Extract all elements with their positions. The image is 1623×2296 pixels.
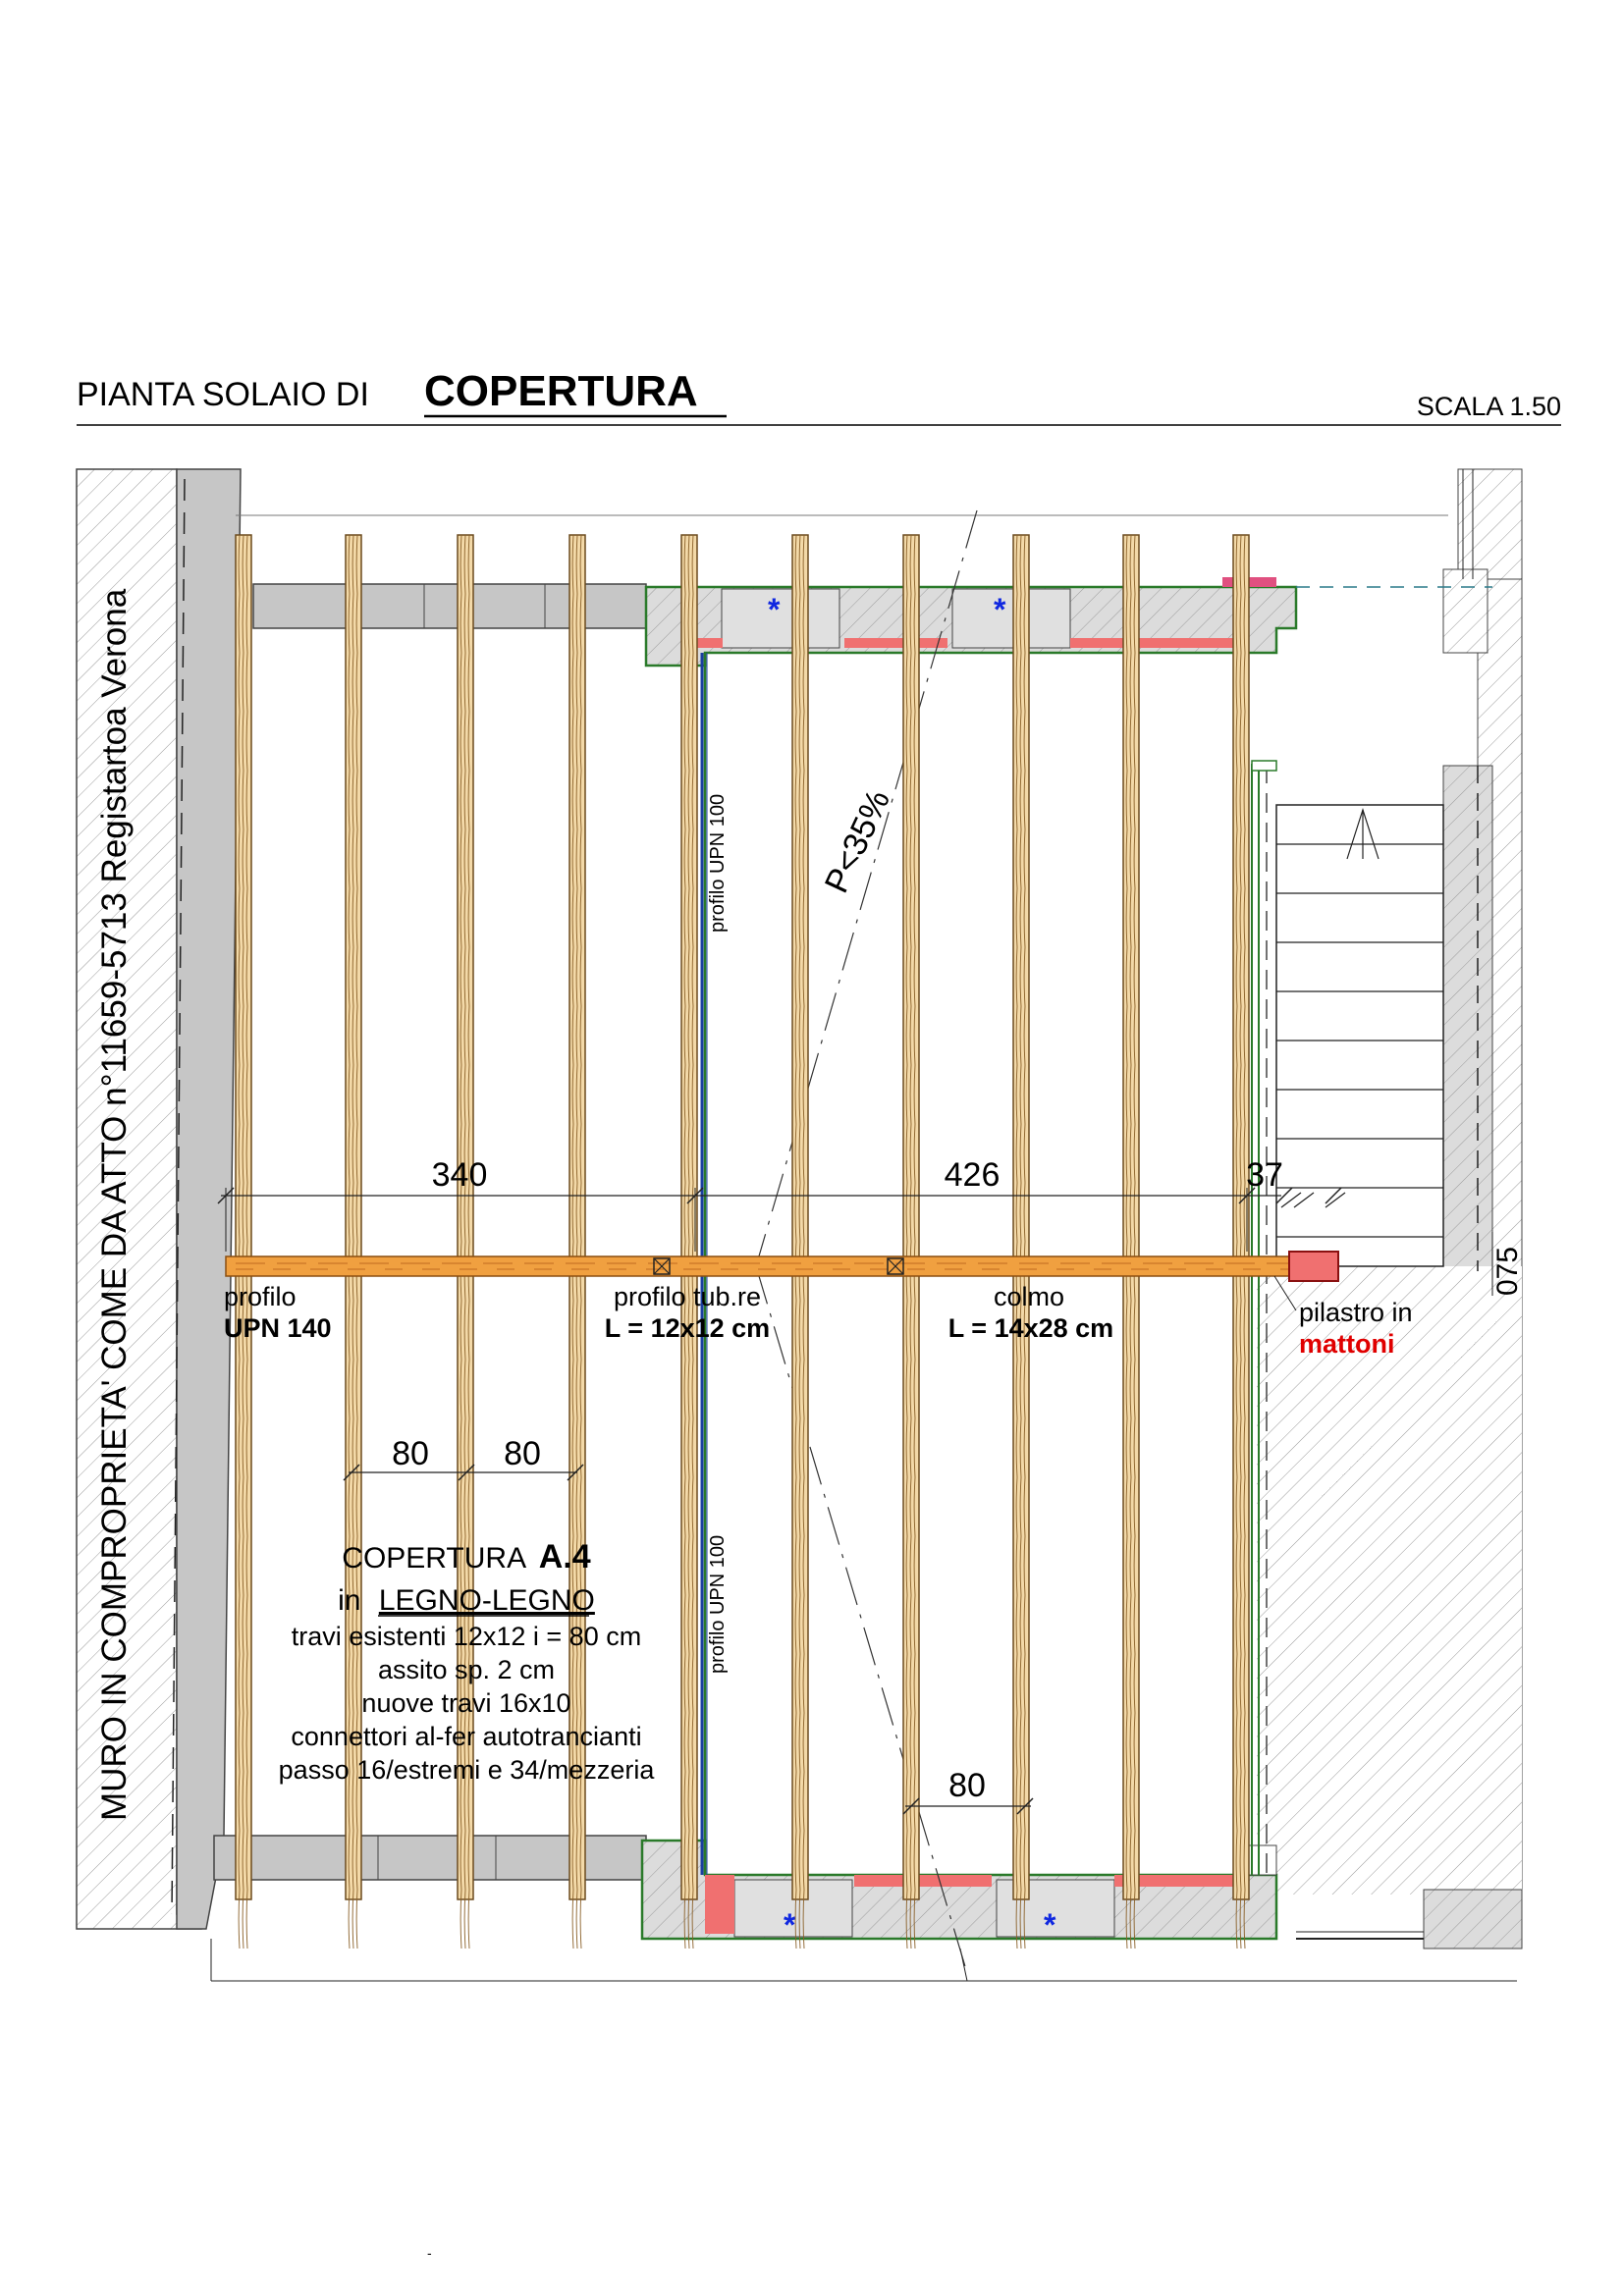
dim-span-left: 340 bbox=[431, 1156, 488, 1194]
spec-line2-prefix: in bbox=[338, 1584, 361, 1617]
dim-spacing-1: 80 bbox=[392, 1435, 429, 1472]
spec-title-code: A.4 bbox=[538, 1538, 591, 1575]
spec-title bbox=[342, 1538, 591, 1575]
rafter-beam bbox=[1013, 535, 1029, 1949]
spec-line5: nuove travi 16x10 bbox=[361, 1688, 571, 1718]
spec-line3: travi esistenti 12x12 i = 80 cm bbox=[291, 1622, 642, 1651]
spec-line2 bbox=[338, 1584, 595, 1617]
hip-lines bbox=[756, 510, 977, 1973]
dim-spacing-3: 80 bbox=[948, 1767, 986, 1804]
pilastro-label-2: mattoni bbox=[1299, 1329, 1395, 1359]
upn100-label-bottom: profilo UPN 100 bbox=[707, 1534, 729, 1674]
ridge-beam bbox=[226, 1252, 1338, 1281]
scale-label: SCALA 1.50 bbox=[1416, 392, 1561, 421]
dimension-main bbox=[218, 1188, 1341, 1252]
colmo-label-2: L = 14x28 cm bbox=[947, 1313, 1114, 1343]
rafter-beam bbox=[1123, 535, 1139, 1949]
rafter-beam bbox=[792, 535, 808, 1949]
dim-edge-partial: 075 bbox=[1491, 1246, 1524, 1296]
rafter-beam bbox=[903, 535, 919, 1949]
header bbox=[77, 367, 1561, 425]
upn100-label-top: profilo UPN 100 bbox=[707, 793, 729, 933]
dim-span-right: 426 bbox=[944, 1156, 1001, 1194]
asterisk-top-1: * bbox=[768, 592, 781, 627]
slope-label: P<35% bbox=[817, 784, 897, 899]
dim-spacing-2: 80 bbox=[504, 1435, 541, 1472]
top-wall bbox=[236, 515, 1492, 666]
title-prefix: PIANTA SOLAIO DI bbox=[77, 376, 369, 413]
footer-mark: - bbox=[427, 2245, 432, 2261]
stair bbox=[1276, 805, 1443, 1266]
tubre-label-2: L = 12x12 cm bbox=[604, 1313, 771, 1343]
title-main: COPERTURA bbox=[424, 367, 698, 415]
upn140-label-1: profilo bbox=[224, 1282, 297, 1311]
dim-span-edge: 37 bbox=[1246, 1156, 1283, 1194]
upn140-label-2: UPN 140 bbox=[224, 1313, 332, 1343]
spec-line2-material: LEGNO-LEGNO bbox=[378, 1584, 595, 1617]
asterisk-bottom-2: * bbox=[1044, 1907, 1056, 1943]
side-wall-label: MURO IN COMPROPRIETA' COME DA ATTO n°11659-5713 Registartoa Verona bbox=[95, 588, 134, 1821]
rafter-beam bbox=[236, 535, 251, 1949]
spec-line4: assito sp. 2 cm bbox=[377, 1655, 556, 1684]
tubre-label-1: profilo tub.re bbox=[613, 1282, 762, 1311]
asterisk-top-2: * bbox=[994, 592, 1006, 627]
spec-title-prefix: COPERTURA bbox=[342, 1542, 525, 1575]
asterisk-bottom-1: * bbox=[784, 1907, 796, 1943]
spec-line7: passo 16/estremi e 34/mezzeria bbox=[278, 1755, 655, 1785]
pilastro-label-1: pilastro in bbox=[1299, 1298, 1413, 1327]
colmo-label-1: colmo bbox=[993, 1282, 1065, 1311]
spec-line6: connettori al-fer autotrancianti bbox=[291, 1722, 642, 1751]
